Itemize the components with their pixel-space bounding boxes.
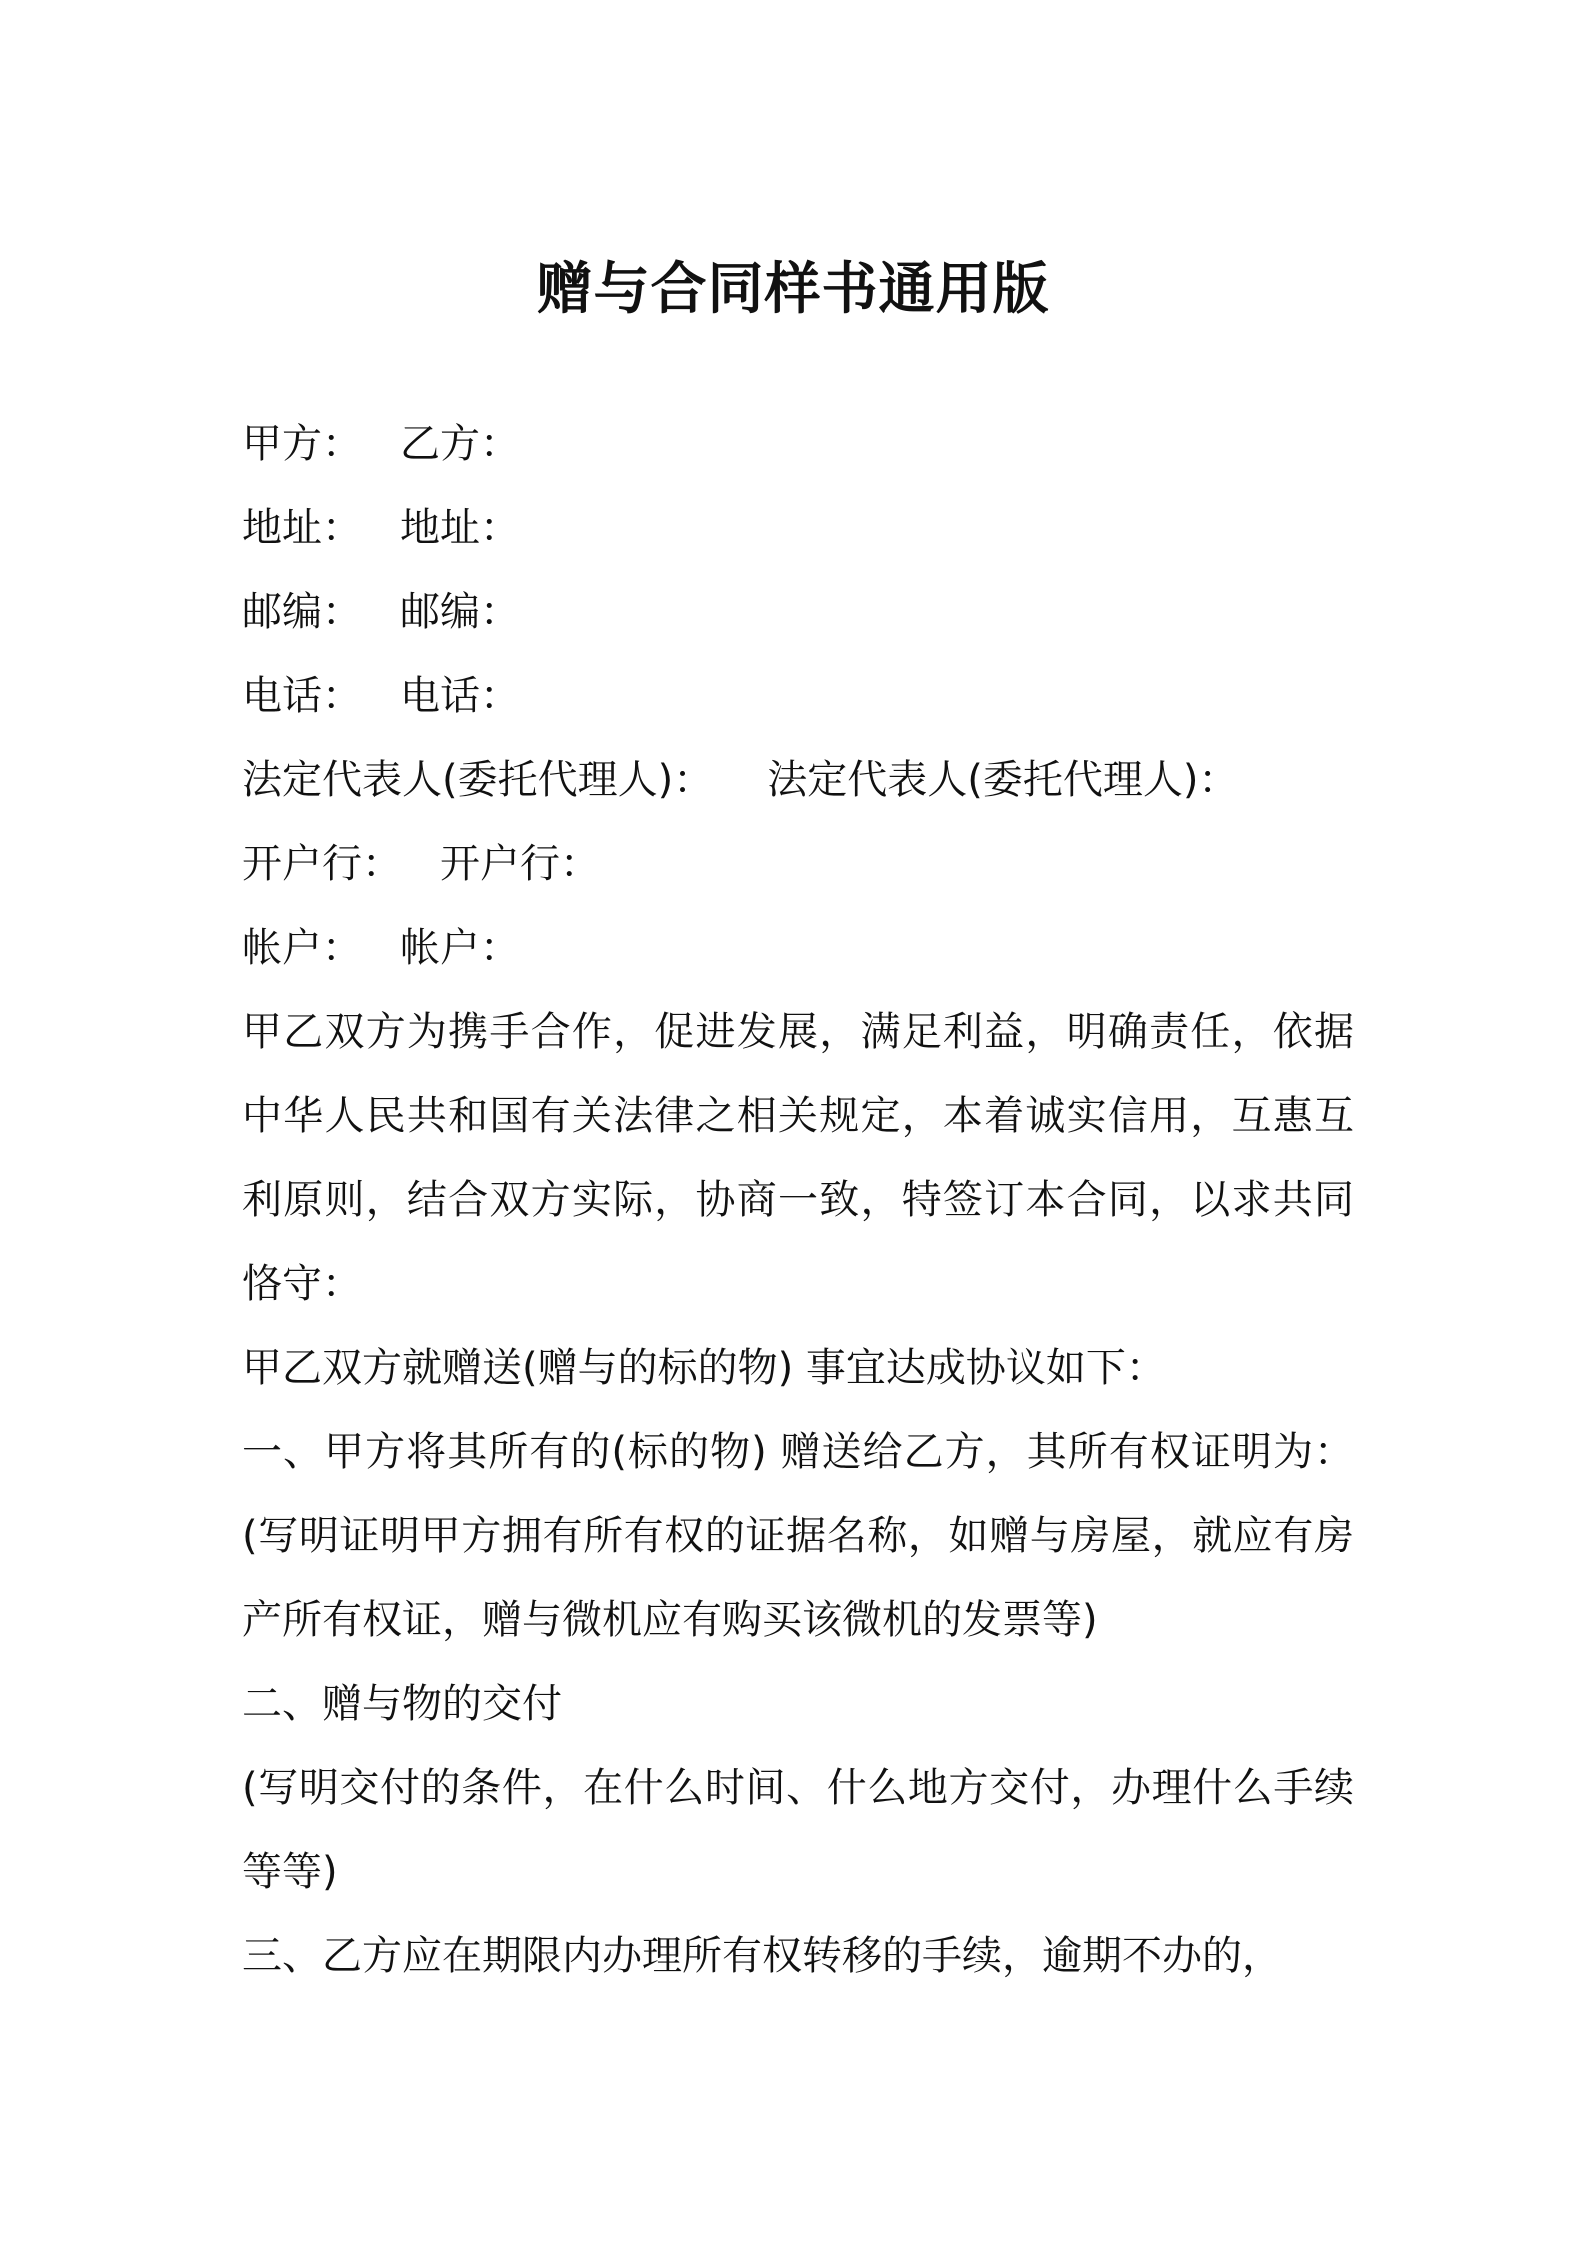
party-b-bank-label: 开户行： bbox=[440, 841, 600, 887]
address-row bbox=[242, 486, 1354, 570]
party-a-name-label: 甲方： bbox=[242, 421, 362, 467]
clause-1: 一、甲方将其所有的(标的物) 赠送给乙方，其所有权证明为：(写明证明甲方拥有所有权的证据名称，如赠与房屋，就应有房产所有权证，赠与微机应有购买该微机的发票等) bbox=[242, 1429, 1354, 1643]
party-b-address-label: 地址： bbox=[400, 505, 520, 551]
phone-row bbox=[242, 654, 1354, 738]
document-body bbox=[242, 402, 1354, 1998]
clause-2-title: 二、赠与物的交付 bbox=[242, 1681, 562, 1727]
legal-representative-row bbox=[242, 738, 1354, 822]
postcode-row bbox=[242, 570, 1354, 654]
party-b-name-label: 乙方： bbox=[400, 421, 520, 467]
clause-3: 三、乙方应在期限内办理所有权转移的手续，逾期不办的， bbox=[242, 1933, 1282, 1979]
party-b-account-label: 帐户： bbox=[400, 925, 520, 971]
party-a-phone-label: 电话： bbox=[242, 673, 362, 719]
party-b-representative-label: 法定代表人(委托代理人)： bbox=[767, 757, 1239, 803]
party-name-row bbox=[242, 402, 1354, 486]
party-a-representative-label: 法定代表人(委托代理人)： bbox=[242, 757, 714, 803]
party-a-bank-label: 开户行： bbox=[242, 841, 402, 887]
party-a-postcode-label: 邮编： bbox=[242, 589, 362, 635]
page-title: 赠与合同样书通用版 bbox=[536, 257, 1050, 322]
account-row bbox=[242, 906, 1354, 990]
party-a-account-label: 帐户： bbox=[242, 925, 362, 971]
preamble-paragraph: 甲乙双方为携手合作，促进发展，满足利益，明确责任，依据中华人民共和国有关法律之相关规定，本着诚实信用，互惠互利原则，结合双方实际，协商一致，特签订本合同，以求共同恪守： bbox=[242, 1009, 1354, 1307]
agreement-intro: 甲乙双方就赠送(赠与的标的物) 事宜达成协议如下： bbox=[242, 1345, 1166, 1391]
party-b-postcode-label: 邮编： bbox=[400, 589, 520, 635]
clause-2-body: (写明交付的条件，在什么时间、什么地方交付，办理什么手续等等) bbox=[242, 1765, 1354, 1895]
bank-row bbox=[242, 822, 1354, 906]
party-a-address-label: 地址： bbox=[242, 505, 362, 551]
party-b-phone-label: 电话： bbox=[400, 673, 520, 719]
